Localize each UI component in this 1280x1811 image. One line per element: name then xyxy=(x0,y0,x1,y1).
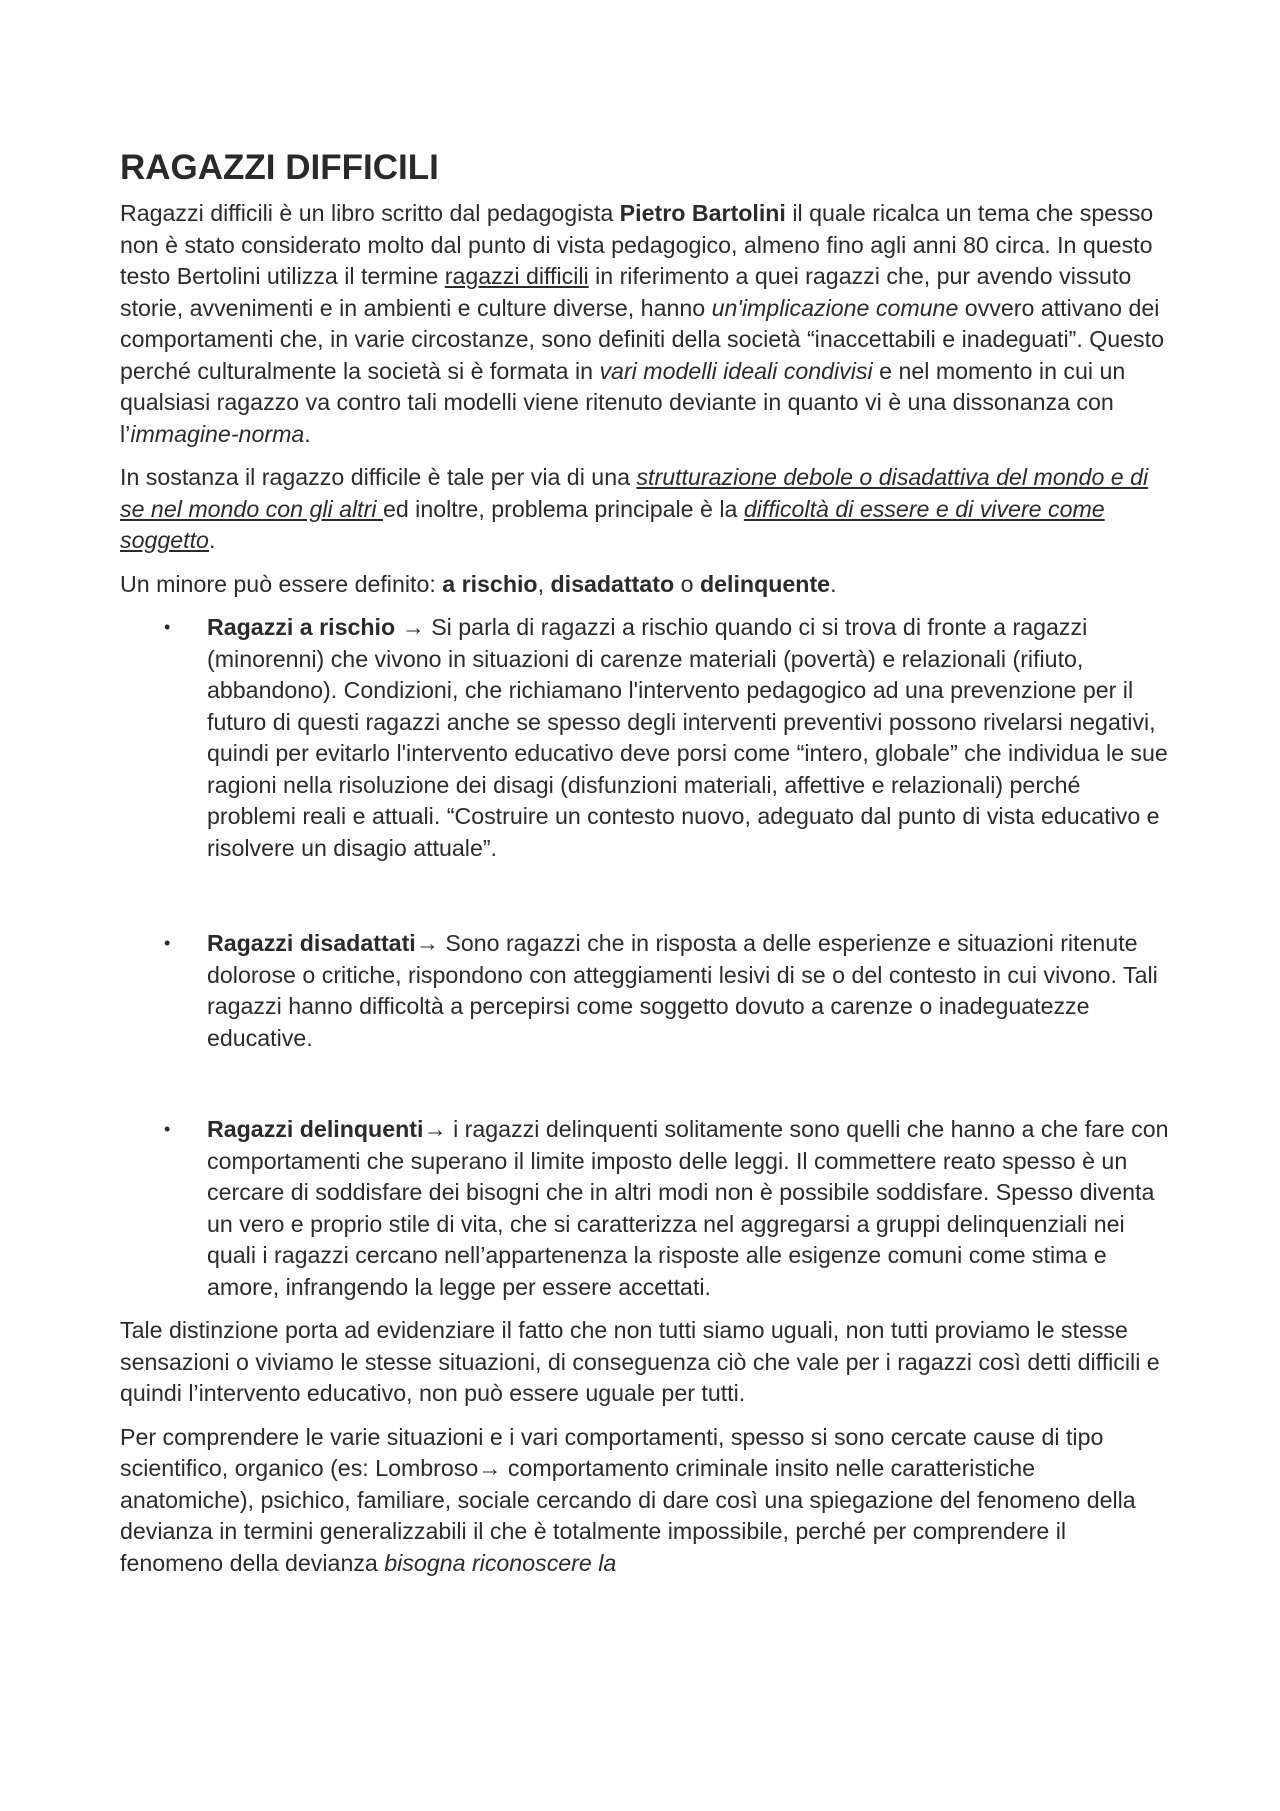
categories-list xyxy=(120,612,1170,1303)
norm-italic: immagine-norma xyxy=(130,420,305,447)
bullet-icon: • xyxy=(164,933,171,953)
page-title: RAGAZZI DIFFICILI xyxy=(120,148,439,187)
document-page xyxy=(120,148,1170,1591)
models-italic: vari modelli ideali condivisi xyxy=(599,357,873,384)
substance-paragraph: In sostanza il ragazzo difficile è tale per via di una strutturazione debole o disadattiva del mondo e di se nel mondo con gli altri ed inoltre, problema principale è la difficoltà di essere e di vivere come soggetto. xyxy=(120,464,1149,553)
causes-paragraph: Per comprendere le varie situazioni e i vari comportamenti, spesso si sono cercate cause di tipo scientifico, organico (es: Lombroso→ comportamento criminale insito nelle caratteristiche anatomiche), psichico, familiare, sociale cercando di dare così una spiegazione del fenomeno della devianza in termini generalizzabili il che è totalmente impossibile, perché per comprendere il fenomeno della devianza bisogna riconoscere la xyxy=(120,1423,1136,1576)
intro-paragraph: Ragazzi difficili è un libro scritto dal pedagogista Pietro Bartolini il quale ricalca un tema che spesso non è stato considerato molto dal punto di vista pedagogico, almeno fino agli anni 80 circa. In questo testo Bertolini utilizza il termine ragazzi difficili in riferimento a quei ragazzi che, pur avendo vissuto storie, avvenimenti e in ambienti e culture diverse, hanno un'implicazione comune ovvero attivano dei comportamenti che, in varie circostanze, sono definiti della società “inaccettabili e inadeguati”. Questo perché culturalmente la società si è formata in vari modelli ideali condivisi e nel momento in cui un qualsiasi ragazzo va contro tali modelli viene ritenuto deviante in quanto vi è una dissonanza con l’immagine-norma. xyxy=(120,200,1164,447)
author-name: Pietro Bartolini xyxy=(619,200,786,226)
list-item-text: → Si parla di ragazzi a rischio quando ci si trova di fronte a ragazzi (minorenni) che vivono in situazioni di carenze materiali (povertà) e relazionali (rifiuto, abbandono). Condizioni, che richiamano l'intervento pedagogico ad una prevenzione per il futuro di questi ragazzi anche se spesso degli interventi preventivi possono rivelarsi negativi, quindi per evitarlo l'intervento educativo deve porsi come “intero, globale” che individua le sue ragioni nella risoluzione dei disagi (disfunzioni materiali, affettive e relazionali) perché problemi reali e attuali. “Costruire un contesto nuovo, adeguato dal punto di vista educativo e risolvere un disagio attuale”. xyxy=(207,614,1168,861)
implication-italic: un'implicazione comune xyxy=(711,294,959,321)
maladjusted-bold: disadattato xyxy=(550,570,675,597)
list-item-text: → i ragazzi delinquenti solitamente sono quelli che hanno a che fare con comportamenti che superano il limite imposto delle leggi. Il commettere reato spesso è un cercare di soddisfare dei bisogni che in altri modi non è possibile soddisfare. Spesso diventa un vero e proprio stile di vita, che si caratterizza nel aggregarsi a gruppi delinquenziali nei quali i ragazzi cercano nell’appartenenza la risposte alle esigenze comuni come stima e amore, infrangendo la legge per essere accettati. xyxy=(207,1116,1169,1300)
risk-bold: a rischio xyxy=(442,570,538,597)
recognize-italic: bisogna riconoscere la xyxy=(384,1549,617,1576)
list-item xyxy=(120,612,1170,864)
structuring-italic-underlined: strutturazione debole o disadattiva del mondo e di se nel mondo con gli altri xyxy=(120,464,1149,522)
delinquent-bold: delinquente xyxy=(699,570,831,597)
difficulty-italic-underlined: difficoltà di essere e di vivere come soggetto xyxy=(120,495,1105,553)
distinction-paragraph: Tale distinzione porta ad evidenziare il fatto che non tutti siamo uguali, non tutti proviamo le stesse sensazioni o viviamo le stesse situazioni, di conseguenza ciò che vale per i ragazzi così detti difficili e quindi l’intervento educativo, non può essere uguale per tutti. xyxy=(120,1317,1160,1406)
list-item-heading: Ragazzi delinquenti xyxy=(207,1116,424,1142)
list-item xyxy=(120,928,1170,1054)
list-item-heading: Ragazzi a rischio xyxy=(207,614,396,640)
term-underlined: ragazzi difficili xyxy=(444,263,589,289)
bullet-icon: • xyxy=(164,617,171,637)
list-item-text: → Sono ragazzi che in risposta a delle esperienze e situazioni ritenute dolorose o critiche, rispondono con atteggiamenti lesivi di se o del contesto in cui vivono. Tali ragazzi hanno difficoltà a percepirsi come soggetto dovuto a carenze o inadeguatezze educative. xyxy=(207,930,1158,1051)
list-item xyxy=(120,1114,1170,1303)
bullet-icon: • xyxy=(164,1119,171,1139)
list-item-heading: Ragazzi disadattati xyxy=(207,930,416,956)
definition-paragraph: Un minore può essere definito: a rischio, disadattato o delinquente. xyxy=(120,570,837,597)
